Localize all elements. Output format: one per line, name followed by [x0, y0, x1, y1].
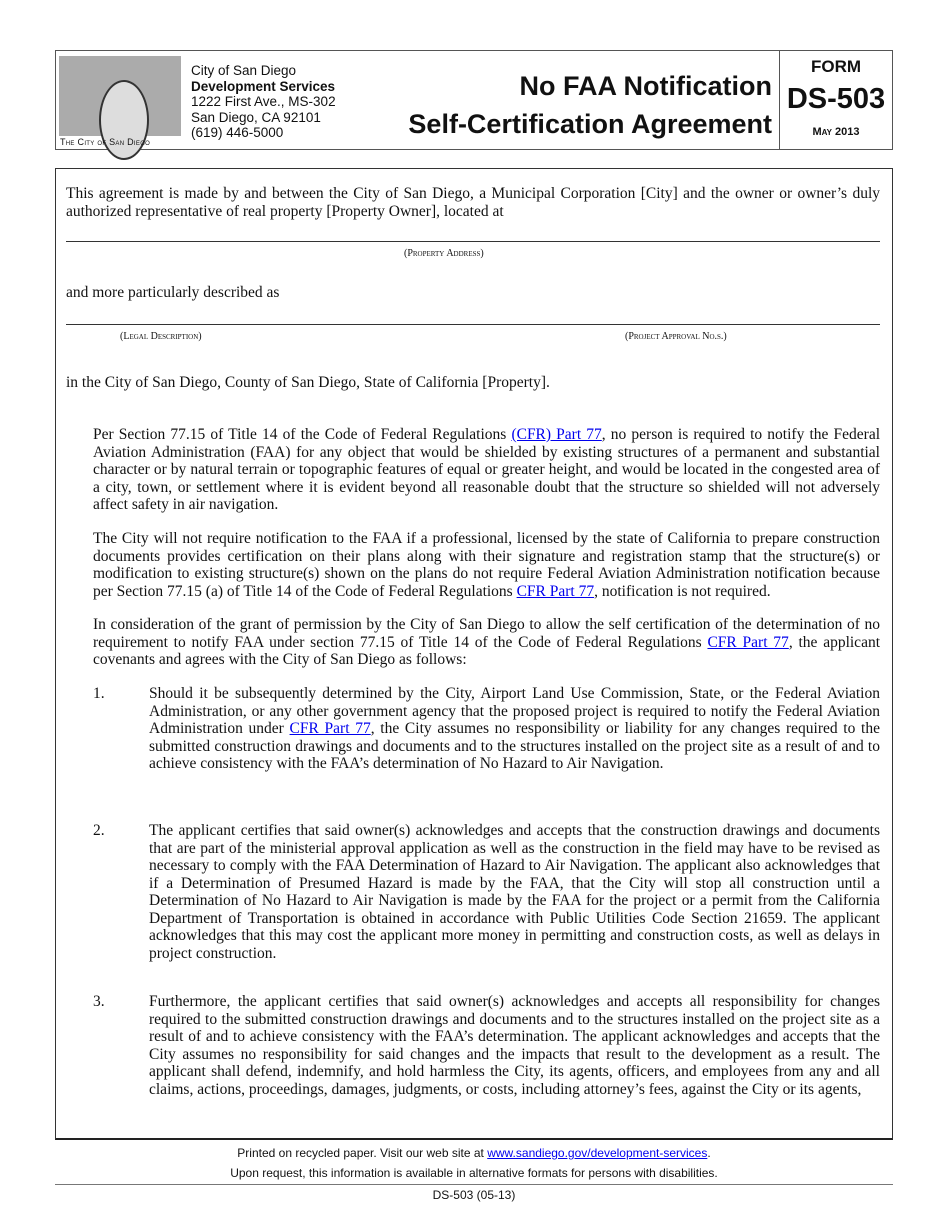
property-statement: in the City of San Diego, County of San Diego, State of California [Property].: [66, 374, 550, 391]
form-id-box: [779, 51, 892, 149]
form-header: [55, 50, 893, 150]
project-approval-caption: (Project Approval No.s.): [625, 331, 727, 342]
city-name-label: The City of San Diego: [60, 137, 151, 147]
department-address: [191, 63, 336, 141]
list-item: [93, 822, 880, 962]
cfr-part-77-link[interactable]: (CFR) Part 77: [511, 426, 602, 443]
described-as-text: and more particularly described as: [66, 284, 280, 301]
city-seal-logo: [59, 56, 181, 136]
address-line: 1222 First Ave., MS-302: [191, 94, 336, 109]
form-label: FORM: [810, 57, 862, 76]
paragraph-cfr-section: Per Section 77.15 of Title 14 of the Code of Federal Regulations (CFR) Part 77, no person is required to notify the Federal Aviation Administration (FAA) for any object that would be shielded by existing structures of a permanent and substantial character or by natural terrain or topographic features of equal or greater height, and would be located in the congested area of a city, town, or settlement where it is evident beyond all reasonable doubt that the structure so shielded will not adversely affect safety in air navigation.: [93, 426, 881, 513]
title-line: Self-Certification Agreement: [408, 109, 772, 139]
footer-divider: [55, 1184, 893, 1185]
footer-recycled: Printed on recycled paper. Visit our web site at www.sandiego.gov/development-services.: [237, 1146, 711, 1160]
seal-icon: [99, 80, 149, 160]
agreement-body: [55, 168, 893, 1140]
title-line: No FAA Notification: [519, 71, 772, 101]
legal-description-caption: (Legal Description): [120, 331, 202, 342]
address-line: San Diego, CA 92101: [191, 109, 321, 125]
property-address-field[interactable]: [66, 241, 880, 242]
cfr-part-77-link[interactable]: CFR Part 77: [707, 633, 789, 651]
cfr-part-77-link[interactable]: CFR Part 77: [289, 720, 371, 737]
item-number: 2.: [93, 822, 105, 839]
legal-description-field[interactable]: [66, 324, 880, 325]
form-number: DS-503: [786, 83, 886, 115]
footer-form-code: DS-503 (05-13): [432, 1188, 516, 1202]
item-number: 1.: [93, 685, 105, 702]
item-text: The applicant certifies that said owner(s) acknowledges and accepts that the construction drawings and documents that are part of the ministerial approval application as well as the construction in the field may have to be revised as necessary to comply with the FAA Determination of Hazard to Air Navigation. The applicant also acknowledges that if a Determination of Presumed Hazard is made by the FAA, that the City will stop all construction until a Determination of No Hazard to Air Navigation is made by the FAA for the project or a permit from the California Department of Transportation is obtained in accordance with Public Utilities Code Section 21659. The applicant acknowledges that this may cost the applicant more money in permitting and construction costs, as well as delays in project construction.: [149, 822, 880, 962]
form-date: May 2013: [812, 126, 860, 138]
form-title: [408, 67, 772, 143]
website-link[interactable]: www.sandiego.gov/development-services: [487, 1146, 708, 1160]
phone-number: (619) 446-5000: [191, 125, 284, 140]
department-name: Development Services: [191, 78, 336, 94]
list-item: [93, 993, 880, 1098]
item-text: Furthermore, the applicant certifies that said owner(s) acknowledges and accepts all responsibility for changes required to the submitted construction drawings and documents and to the structures installed on the project site as a result of and to achieve consistency with the FAA’s determination. The applicant acknowledges and accepts that the City assumes no responsibility for said changes and the impacts that result to the development as a result. The applicant shall defend, indemnify, and hold harmless the City, its agents, officers, and employees from any and all claims, actions, proceedings, damages, judgments, or costs, including attorney’s fees, against the City or its agents,: [149, 993, 880, 1098]
intro-text: This agreement is made by and between the City of San Diego, a Municipal Corporation [City] and the owner or owner’s duly authorized representative of real property [Property Owner], located at: [66, 185, 880, 220]
footer-accessibility: Upon request, this information is available in alternative formats for persons with disabilities.: [230, 1166, 718, 1180]
cfr-part-77-link[interactable]: CFR Part 77: [516, 582, 595, 600]
item-number: 3.: [93, 993, 105, 1010]
address-line: City of San Diego: [191, 63, 297, 78]
paragraph-notification: The City will not require notification to the FAA if a professional, licensed by the state of California to prepare construction documents provides certification on their plans along with their signature and registration stamp that the structure(s) or modification to existing structure(s) shown on the plans do not require Federal Aviation Administration notification because per Section 77.15 (a) of Title 14 of the Code of Federal Regulations CFR Part 77, notification is not required.: [93, 530, 880, 600]
property-address-caption: (Property Address): [404, 248, 484, 259]
list-item: 1. Should it be subsequently determined by the City, Airport Land Use Commission, State, or the Federal Aviation Administration, or any other government agency that the proposed project is required to notify the Federal Aviation Administration under CFR Part 77, the City assumes no responsibility or liability for any changes required to the submitted construction drawings and documents and to the structures installed on the project site as a result of and to achieve consistency with the FAA’s determination of No Hazard to Air Navigation.: [93, 685, 880, 772]
paragraph-consideration: In consideration of the grant of permission by the City of San Diego to allow the self certification of the determination of no requirement to notify FAA under section 77.15 of Title 14 of the Code of Federal Regulations CFR Part 77, the applicant covenants and agrees with the City of San Diego as follows:: [93, 616, 881, 668]
